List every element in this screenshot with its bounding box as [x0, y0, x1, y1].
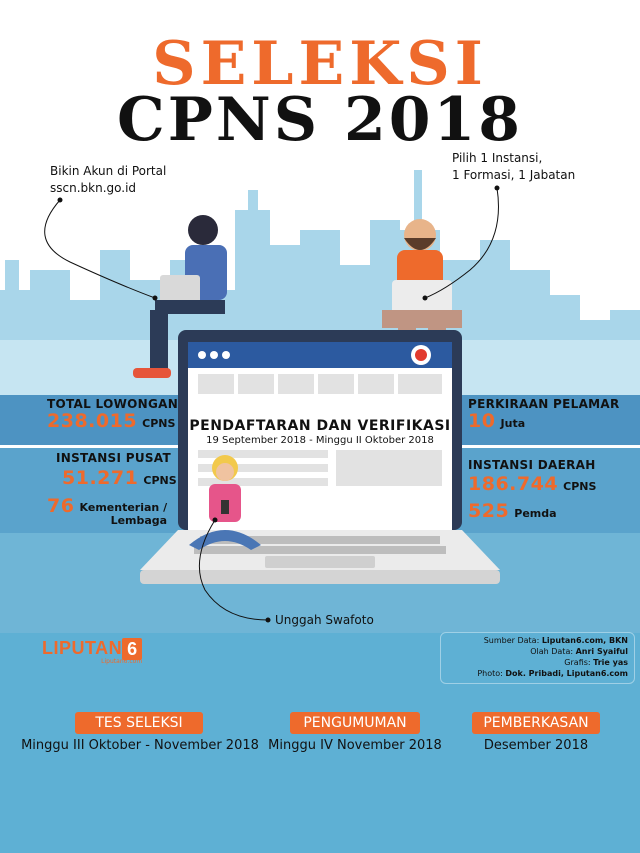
- pusat-value: 51.271: [62, 467, 139, 489]
- total-label: TOTAL LOWONGAN: [47, 397, 179, 411]
- callout-choose: Pilih 1 Instansi, 1 Formasi, 1 Jabatan: [452, 151, 576, 182]
- timeline-date-pemberkasan: Desember 2018: [483, 738, 589, 753]
- daerah-label: INSTANSI DAERAH: [468, 458, 596, 472]
- browser-dates: 19 September 2018 - Minggu II Oktober 2018: [206, 435, 434, 446]
- timeline-pill-pengumuman: PENGUMUMAN: [290, 712, 420, 734]
- pemda-row: [468, 500, 557, 522]
- liputan6-logo: LIPUTAN 6 Liputan6.com: [42, 638, 143, 665]
- credits-box: Sumber Data: Liputan6.com, BKN Olah Data: Anri Syaiful Grafis: Trie yas Photo: Dok. Pribadi, Liputan6.com: [440, 632, 635, 684]
- timeline-date-pengumuman: Minggu IV November 2018: [268, 738, 442, 753]
- total-value: 238.015: [47, 410, 138, 432]
- pusat-label: INSTANSI PUSAT: [56, 451, 171, 465]
- daerah-unit: CPNS: [563, 480, 597, 493]
- pusat-row: [62, 467, 177, 489]
- timeline-pill-pemberkasan: PEMBERKASAN: [472, 712, 600, 734]
- kementerian-row: [47, 495, 167, 527]
- total-row: [47, 410, 175, 432]
- pemda-unit: Pemda: [514, 507, 557, 520]
- daerah-row: [468, 473, 596, 495]
- pelamar-row: [468, 410, 525, 432]
- kementerian-value: 76: [47, 495, 75, 517]
- pelamar-unit: Juta: [500, 417, 526, 430]
- kementerian-unit: Kementerian / Lembaga: [79, 501, 168, 527]
- title-line1: SELEKSI: [152, 29, 488, 99]
- pelamar-value: 10: [468, 410, 496, 432]
- pusat-unit: CPNS: [143, 474, 177, 487]
- pemda-value: 525: [468, 500, 510, 522]
- timeline-pill-tes: TES SELEKSI: [75, 712, 203, 734]
- woman-figure: [185, 450, 265, 560]
- callout-account: Bikin Akun di Portal sscn.bkn.go.id: [50, 164, 167, 195]
- daerah-value: 186.744: [468, 473, 559, 495]
- pelamar-label: PERKIRAAN PELAMAR: [468, 397, 620, 411]
- timeline-date-tes: Minggu III Oktober - November 2018: [21, 738, 259, 753]
- total-unit: CPNS: [142, 417, 176, 430]
- callout-selfie: Unggah Swafoto: [275, 613, 374, 627]
- browser-title: PENDAFTARAN DAN VERIFIKASI: [189, 418, 451, 434]
- title-line2: CPNS 2018: [117, 85, 523, 155]
